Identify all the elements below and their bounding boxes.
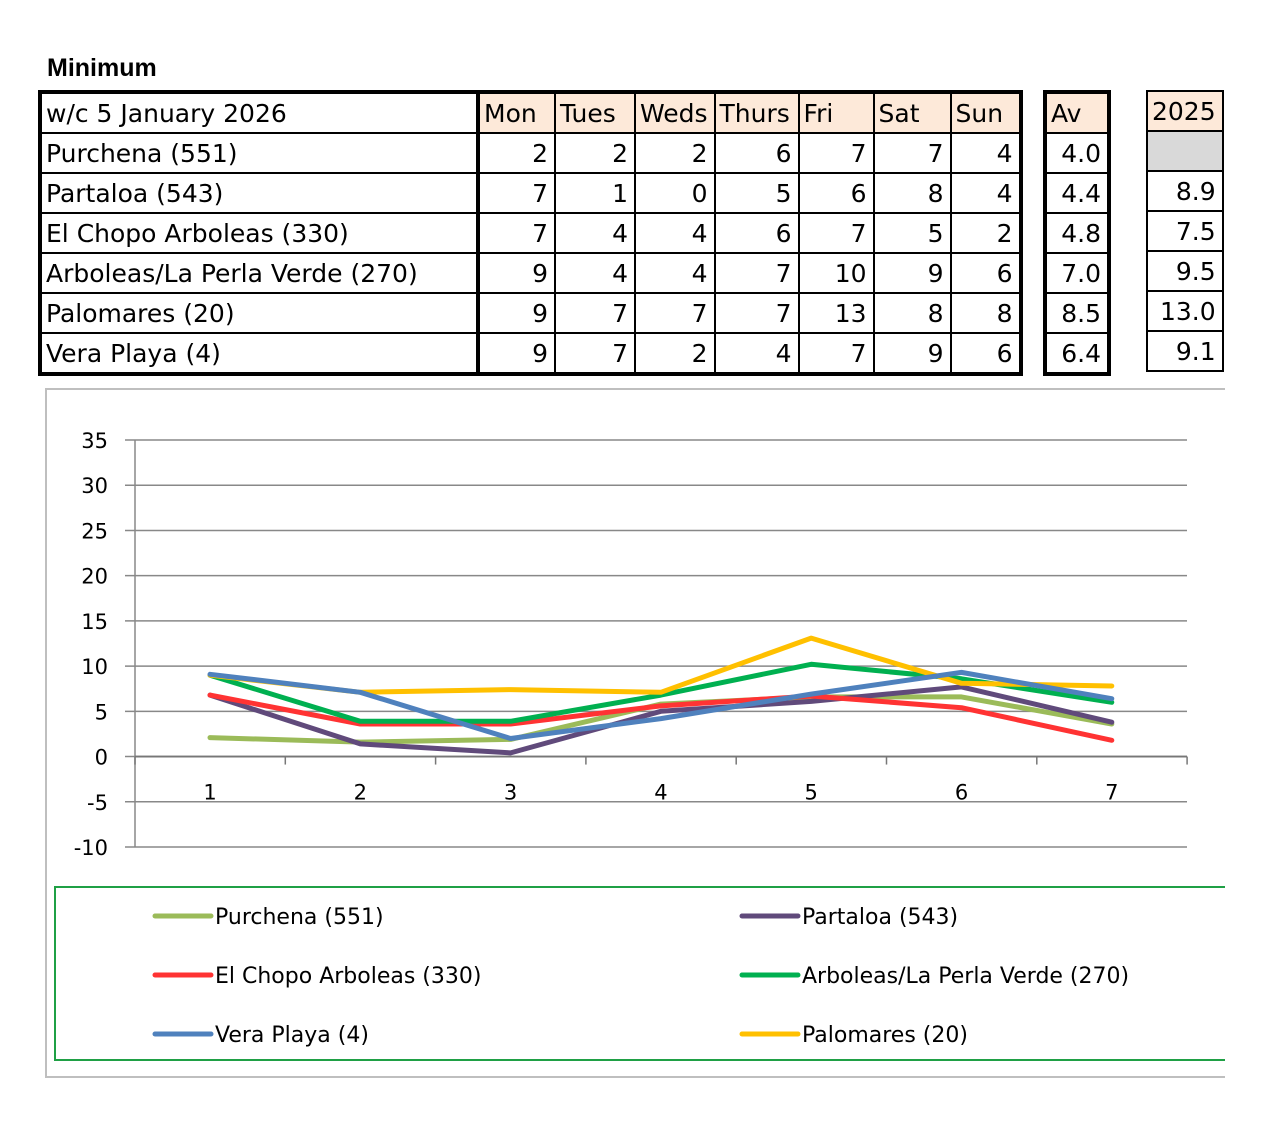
previous-year-value: 13.0 bbox=[1147, 291, 1223, 331]
day-value: 4 bbox=[951, 173, 1021, 213]
page-title: Minimum bbox=[47, 54, 157, 82]
day-value: 7 bbox=[715, 253, 799, 293]
station-name: Arboleas/La Perla Verde (270) bbox=[40, 253, 478, 293]
day-value: 8 bbox=[874, 293, 951, 333]
y-tick-label: 20 bbox=[81, 564, 108, 589]
day-value: 6 bbox=[799, 173, 874, 213]
day-value: 4 bbox=[951, 133, 1021, 173]
day-value: 13 bbox=[799, 293, 874, 333]
day-value: 9 bbox=[874, 333, 951, 374]
day-value: 6 bbox=[951, 253, 1021, 293]
day-value: 4 bbox=[635, 253, 715, 293]
series-line bbox=[210, 638, 1112, 692]
average-value: 4.4 bbox=[1045, 173, 1109, 213]
day-value: 9 bbox=[478, 293, 555, 333]
day-value: 7 bbox=[555, 293, 635, 333]
day-value: 6 bbox=[715, 213, 799, 253]
day-value: 0 bbox=[635, 173, 715, 213]
previous-year-value: 8.9 bbox=[1147, 171, 1223, 211]
day-header: Mon bbox=[478, 92, 555, 133]
legend-label: Palomares (20) bbox=[802, 1023, 968, 1048]
legend-label: Partaloa (543) bbox=[802, 905, 959, 930]
day-value: 10 bbox=[799, 253, 874, 293]
x-tick-label: 7 bbox=[1105, 780, 1119, 805]
legend-label: Arboleas/La Perla Verde (270) bbox=[802, 964, 1130, 989]
week-label: w/c 5 January 2026 bbox=[40, 92, 478, 133]
x-tick-label: 3 bbox=[503, 780, 518, 805]
day-value: 7 bbox=[635, 293, 715, 333]
day-value: 8 bbox=[874, 173, 951, 213]
day-value: 2 bbox=[635, 333, 715, 374]
day-value: 6 bbox=[715, 133, 799, 173]
y-tick-label: 10 bbox=[81, 655, 108, 680]
y-tick-label: -10 bbox=[73, 836, 108, 860]
day-header: Sun bbox=[951, 92, 1021, 133]
day-value: 2 bbox=[951, 213, 1021, 253]
day-value: 2 bbox=[478, 133, 555, 173]
station-name: Partaloa (543) bbox=[40, 173, 478, 213]
day-header: Thurs bbox=[715, 92, 799, 133]
legend-label: Purchena (551) bbox=[215, 905, 384, 930]
average-value: 4.0 bbox=[1045, 133, 1109, 173]
day-value: 8 bbox=[951, 293, 1021, 333]
station-name: El Chopo Arboleas (330) bbox=[40, 213, 478, 253]
day-value: 4 bbox=[715, 333, 799, 374]
day-value: 7 bbox=[799, 133, 874, 173]
y-tick-label: 30 bbox=[81, 474, 108, 499]
day-value: 6 bbox=[951, 333, 1021, 374]
average-value: 6.4 bbox=[1045, 333, 1109, 374]
day-value: 4 bbox=[635, 213, 715, 253]
av-header: Av bbox=[1045, 92, 1109, 133]
day-value: 7 bbox=[799, 333, 874, 374]
average-value: 8.5 bbox=[1045, 293, 1109, 333]
day-header: Sat bbox=[874, 92, 951, 133]
day-header: Weds bbox=[635, 92, 715, 133]
day-header: Tues bbox=[555, 92, 635, 133]
previous-year-value: 9.5 bbox=[1147, 251, 1223, 291]
previous-year-value: 9.1 bbox=[1147, 331, 1223, 371]
day-value: 5 bbox=[874, 213, 951, 253]
station-name: Palomares (20) bbox=[40, 293, 478, 333]
station-name: Purchena (551) bbox=[40, 133, 478, 173]
day-value: 9 bbox=[874, 253, 951, 293]
day-value: 7 bbox=[799, 213, 874, 253]
average-value: 4.8 bbox=[1045, 213, 1109, 253]
legend-label: El Chopo Arboleas (330) bbox=[215, 964, 482, 989]
x-tick-label: 1 bbox=[203, 780, 217, 805]
y-tick-label: -5 bbox=[87, 790, 108, 815]
day-header: Fri bbox=[799, 92, 874, 133]
x-tick-label: 6 bbox=[954, 780, 969, 805]
average-value: 7.0 bbox=[1045, 253, 1109, 293]
previous-year-value: 7.5 bbox=[1147, 211, 1223, 251]
day-value: 7 bbox=[874, 133, 951, 173]
x-tick-label: 5 bbox=[804, 780, 818, 805]
y-tick-label: 0 bbox=[94, 745, 108, 770]
day-value: 1 bbox=[555, 173, 635, 213]
y-tick-label: 35 bbox=[81, 429, 108, 453]
day-value: 7 bbox=[478, 173, 555, 213]
day-value: 4 bbox=[555, 253, 635, 293]
legend-label: Vera Playa (4) bbox=[215, 1023, 369, 1048]
day-value: 2 bbox=[555, 133, 635, 173]
day-value: 7 bbox=[715, 293, 799, 333]
y-tick-label: 25 bbox=[81, 519, 108, 544]
station-name: Vera Playa (4) bbox=[40, 333, 478, 374]
y-tick-label: 5 bbox=[94, 700, 108, 725]
year-header: 2025 bbox=[1147, 91, 1223, 131]
day-value: 7 bbox=[555, 333, 635, 374]
x-tick-label: 2 bbox=[353, 780, 367, 805]
x-tick-label: 4 bbox=[654, 780, 668, 805]
day-value: 9 bbox=[478, 253, 555, 293]
day-value: 7 bbox=[478, 213, 555, 253]
y-tick-label: 15 bbox=[81, 609, 108, 634]
day-value: 5 bbox=[715, 173, 799, 213]
day-value: 4 bbox=[555, 213, 635, 253]
day-value: 9 bbox=[478, 333, 555, 374]
day-value: 2 bbox=[635, 133, 715, 173]
